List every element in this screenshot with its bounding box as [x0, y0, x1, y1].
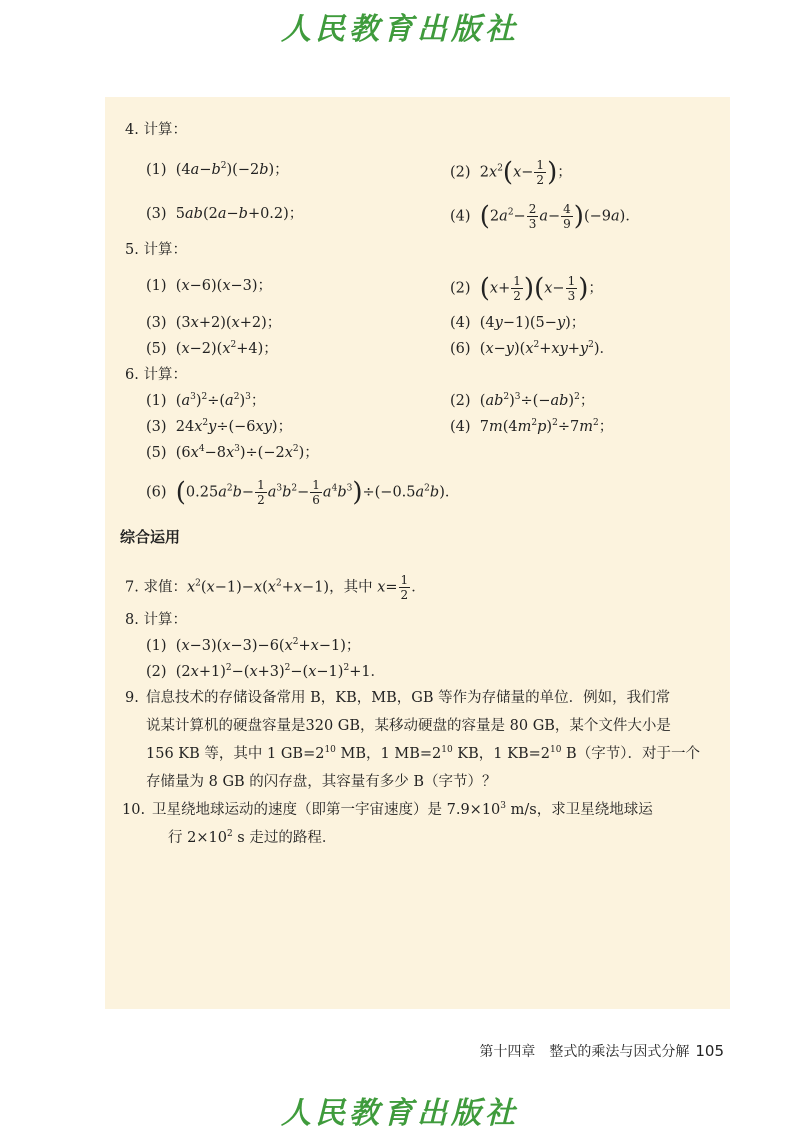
page-number: 105 [695, 1042, 724, 1060]
exercise-10-line-1: 卫星绕地球运动的速度（即第一宇宙速度）是 $7.9\times 10^3$ m/s，求卫星绕地球运 [152, 801, 653, 818]
exercise-9-line-4: 存储量为 8 GB 的闪存盘，其容量有多少 B（字节）？ [146, 774, 497, 790]
exercise-6-label: 6. 计算： [125, 367, 187, 383]
exercise-6-1: (1) $(a^3)^2\div(a^2)^3$； [146, 392, 266, 409]
exercise-10-label: 10. [122, 802, 146, 818]
exercise-6-5: (5) $(6x^4-8x^3)\div(-2x^2)$； [146, 444, 319, 461]
exercise-8-2: (2) $(2x+1)^2-(x+3)^2-(x-1)^2+1$． [146, 663, 386, 680]
exercise-8-label: 8. 计算： [125, 612, 187, 628]
exercise-6-2: (2) $(ab^2)^3\div(-ab)^2$； [450, 392, 595, 409]
exercise-9-line-2: 说某计算机的硬盘容量是320 GB，某移动硬盘的容量是 80 GB，某个文件大小是 [146, 718, 671, 734]
page-footer [479, 1041, 724, 1061]
publisher-watermark-bottom: 人民教育出版社 [281, 1096, 519, 1131]
exercise-9-label: 9. [125, 690, 139, 706]
exercise-5-5: (5) $(x-2)(x^2+4)$； [146, 340, 278, 357]
footer-chapter: 第十四章 [479, 1044, 536, 1060]
footer-chapter-title: 整式的乘法与因式分解 [549, 1044, 690, 1060]
exercise-6-3: (3) $24x^2y\div(-6xy)$； [146, 418, 293, 435]
exercise-5-6: (6) $(x-y)(x^2+xy+y^2)$． [450, 340, 615, 357]
exercise-4-4: (4) ($2a^2-$ $\frac{2}{3}$ a− $\frac{4}{9}$ )(−9a)． [450, 201, 640, 232]
exercise-5-2: (2) (x+ $\frac{1}{2}$ )(x− $\frac{1}{3}$ )； [450, 273, 603, 304]
exercise-10-line-2: 行 $2\times 10^2$ s 走过的路程． [168, 829, 337, 846]
publisher-watermark-top: 人民教育出版社 [281, 12, 519, 47]
exercise-5-4: (4) (4y−1)(5−y)； [450, 315, 586, 331]
exercise-7: 7. 求值：$x^2(x-1)-x(x^2+x-1)$，其中 x= $\frac{1}{2}$ ． [125, 573, 426, 602]
exercise-5-1: (1) (x−6)(x−3)； [146, 278, 273, 294]
exercise-4-3: (3) 5ab(2a−b+0.2)； [146, 206, 304, 222]
exercise-5-label: 5. 计算： [125, 242, 187, 258]
exercise-4-1: (1) $(4a-b^2)(-2b)$； [146, 161, 289, 178]
section-heading: 综合运用 [120, 528, 181, 546]
exercise-4-label: 4. 计算： [125, 122, 187, 138]
exercise-8-1: (1) $(x-3)(x-3)-6(x^2+x-1)$； [146, 637, 361, 654]
exercise-5-3: (3) (3x+2)(x+2)； [146, 315, 282, 331]
exercise-panel [105, 97, 730, 1009]
exercise-9-line-1: 信息技术的存储设备常用 B，KB，MB，GB 等作为存储量的单位．例如，我们常 [146, 690, 671, 706]
exercise-6-6: (6) ($0.25a^2b-$ $\frac{1}{2}$ $a^3b^2-$ $\frac{1}{6}$ $a^4b^3)\div(-0.5a^2b)$． [146, 477, 460, 508]
exercise-9-line-3: 156 KB 等，其中 1 $GB=2^{10}$ MB，1 $MB=2^{10}$ KB，1 $KB=2^{10}$ B（字节）．对于一个 [146, 745, 700, 762]
exercise-6-4: (4) $7m(4m^2p)^2\div 7m^2$； [450, 418, 614, 435]
exercise-4-2: (2) $2x^2(x-$ $\frac{1}{2}$ )； [450, 157, 572, 188]
